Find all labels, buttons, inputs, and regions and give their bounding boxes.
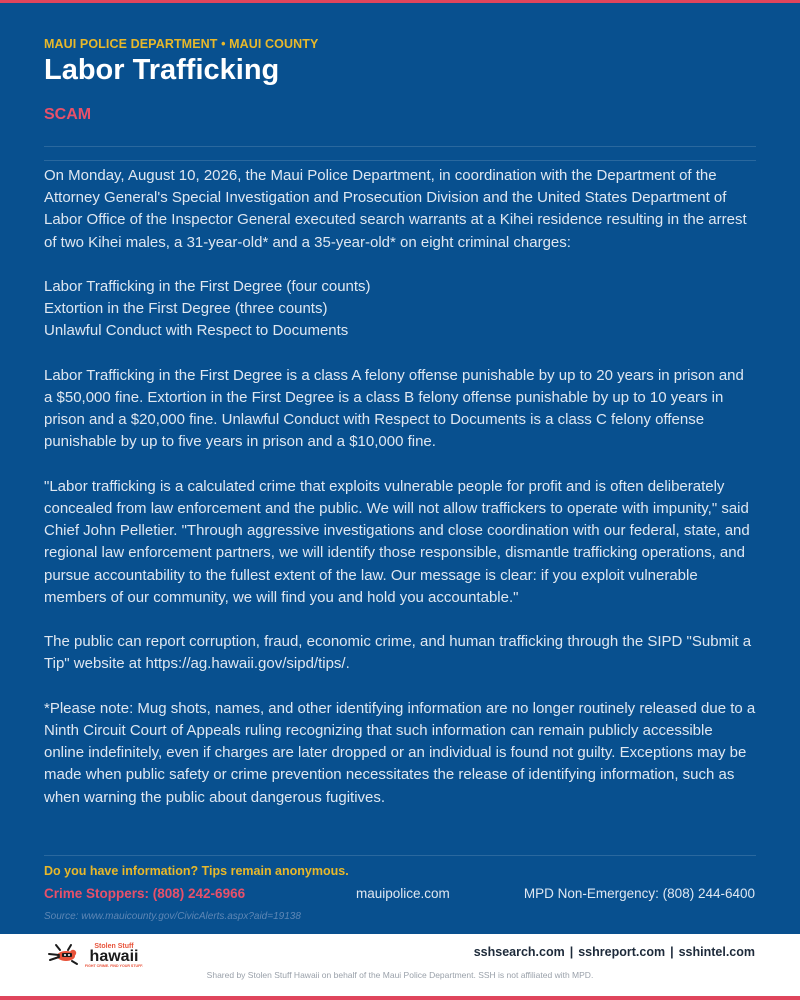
footer — [0, 934, 800, 996]
note-paragraph: *Please note: Mug shots, names, and other identifying information are no longer routinely released due to a Ninth Circuit Court of Appeals ruling recognizing that such information can remain publicly accessible online indefinitely, even if charges are later dropped or an individual is found not guilty. Exceptions may be made when public safety or crime prevention necessitates the release of identifying information, such as when warning the public about dangerous fugitives. — [44, 699, 756, 806]
logo-main-text: hawaii — [89, 948, 139, 965]
divider-top — [44, 146, 756, 147]
sshreport-link[interactable]: sshreport.com — [578, 945, 666, 959]
crime-stoppers-phone[interactable]: Crime Stoppers: (808) 242-6966 — [44, 886, 246, 901]
website-link[interactable]: mauipolice.com — [356, 886, 450, 901]
charges-list — [44, 276, 756, 343]
divider-bottom — [44, 855, 756, 856]
gecko-icon — [49, 945, 77, 964]
logo-tagline: FIGHT CRIME. FIND YOUR STUFF. — [84, 964, 144, 968]
alert-panel — [0, 3, 800, 934]
non-emergency-phone[interactable]: MPD Non-Emergency: (808) 244-6400 — [523, 886, 755, 901]
category-tag: SCAM — [44, 106, 92, 123]
intro-paragraph: On Monday, August 10, 2026, the Maui Police Department, in coordination with the Department of the Attorney General's Special Investigation and Prosecution Division and the United States Department of Labor Office of the Inspector General executed search warrants at a Kihei residence resulting in the arrest of two Kihei males, a 31-year-old* and a 35-year-old* on eight criminal charges: — [44, 167, 747, 251]
source-link[interactable]: Source: www.mauicounty.gov/CivicAlerts.aspx?aid=19138 — [44, 911, 301, 922]
link-separator: | — [670, 945, 674, 959]
penalties-paragraph: Labor Trafficking in the First Degree is a class A felony offense punishable by up to 20 years in prison and a $50,000 fine. Extortion in the First Degree is a class B felony offense punishable by up to 10 years in prison and a $20,000 fine. Unlawful Conduct with Respect to Documents is a class C felony offense punishable by up to five years in prison and a $10,000 fine. — [44, 366, 744, 451]
charge-item: Unlawful Conduct with Respect to Documents — [44, 322, 349, 340]
link-separator: | — [569, 945, 574, 959]
page-title: Labor Trafficking — [44, 54, 280, 86]
charge-item: Extortion in the First Degree (three counts) — [44, 300, 328, 318]
agency-label: MAUI POLICE DEPARTMENT • MAUI COUNTY — [44, 37, 319, 51]
tips-label: Do you have information? Tips remain anonymous. — [44, 864, 349, 878]
sshsearch-link[interactable]: sshsearch.com — [473, 945, 565, 959]
stolen-stuff-hawaii-logo[interactable] — [46, 940, 152, 968]
shared-note: Shared by Stolen Stuff Hawaii on behalf of the Maui Police Department. SSH is not affiliated with MPD. — [206, 970, 594, 980]
logo-top-text: Stolen Stuff — [94, 943, 134, 950]
ssh-links — [474, 945, 755, 959]
sshintel-link[interactable]: sshintel.com — [678, 945, 755, 959]
divider-top-2 — [44, 160, 756, 161]
article-body — [44, 165, 756, 831]
charge-item: Labor Trafficking in the First Degree (four counts) — [44, 278, 371, 295]
bottom-accent-bar — [0, 996, 800, 1000]
quote-paragraph: "Labor trafficking is a calculated crime that exploits vulnerable people for profit and is often deliberately concealed from law enforcement and the public. We will not allow traffickers to operate with impunity," said Chief John Pelletier. "Through aggressive investigations and close coordination with our federal, state, and regional law enforcement partners, we will identify those responsible, dismantle trafficking operations, and pursue accountability to the fullest extent of the law. Our message is clear: if you exploit vulnerable members of our community, we will find you and hold you accountable." — [44, 477, 750, 606]
report-paragraph: The public can report corruption, fraud, economic crime, and human trafficking through the SIPD "Submit a Tip" website at https://ag.hawaii.gov/sipd/tips/. — [44, 633, 752, 673]
